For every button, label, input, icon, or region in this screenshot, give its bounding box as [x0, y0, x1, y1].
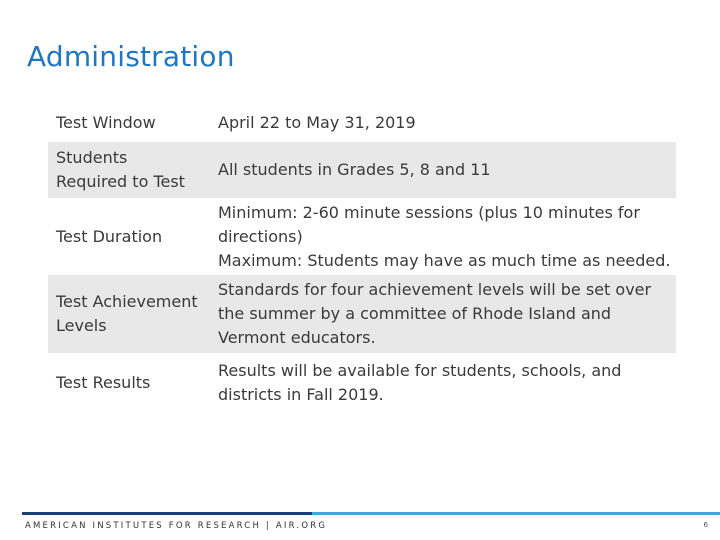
value-line: Vermont educators. — [218, 328, 376, 347]
row-label: Test Window — [56, 113, 156, 132]
value-line: the summer by a committee of Rhode Island and — [218, 304, 612, 323]
value-line: Results will be available for students, schools, and — [218, 361, 622, 380]
label-line: Test Achievement — [56, 292, 198, 311]
page-number: 6 — [703, 521, 708, 529]
value-line: Standards for four achievement levels will be set over — [218, 280, 652, 299]
footer-organization: AMERICAN INSTITUTES FOR RESEARCH | AIR.ORG — [25, 521, 328, 531]
table-row — [48, 198, 676, 275]
row-label — [48, 142, 210, 198]
table-row — [48, 142, 676, 198]
row-value — [210, 353, 676, 413]
value-line: Maximum: Students may have as much time as needed. — [218, 250, 671, 270]
value-line: Minimum: 2-60 minute sessions (plus 10 minutes for — [218, 202, 640, 222]
table-row — [48, 104, 676, 142]
row-label: Test Duration — [56, 226, 163, 246]
row-value — [210, 142, 676, 198]
label-line: Students — [56, 148, 128, 167]
page-title: Administration — [27, 40, 235, 73]
row-label — [48, 275, 210, 353]
value-line: directions) — [218, 226, 303, 246]
row-label: Test Results — [56, 373, 151, 392]
label-line: Required to Test — [56, 172, 185, 191]
table-row — [48, 275, 676, 353]
label-line: Levels — [56, 316, 107, 335]
value-line: districts in Fall 2019. — [218, 385, 384, 404]
footer-divider — [22, 512, 720, 515]
table-row — [48, 353, 676, 413]
value-line: All students in Grades 5, 8 and 11 — [218, 160, 491, 179]
row-value — [210, 198, 676, 275]
administration-table — [48, 104, 676, 413]
value-line: April 22 to May 31, 2019 — [218, 113, 416, 132]
row-value — [210, 275, 676, 353]
row-value — [210, 104, 676, 142]
